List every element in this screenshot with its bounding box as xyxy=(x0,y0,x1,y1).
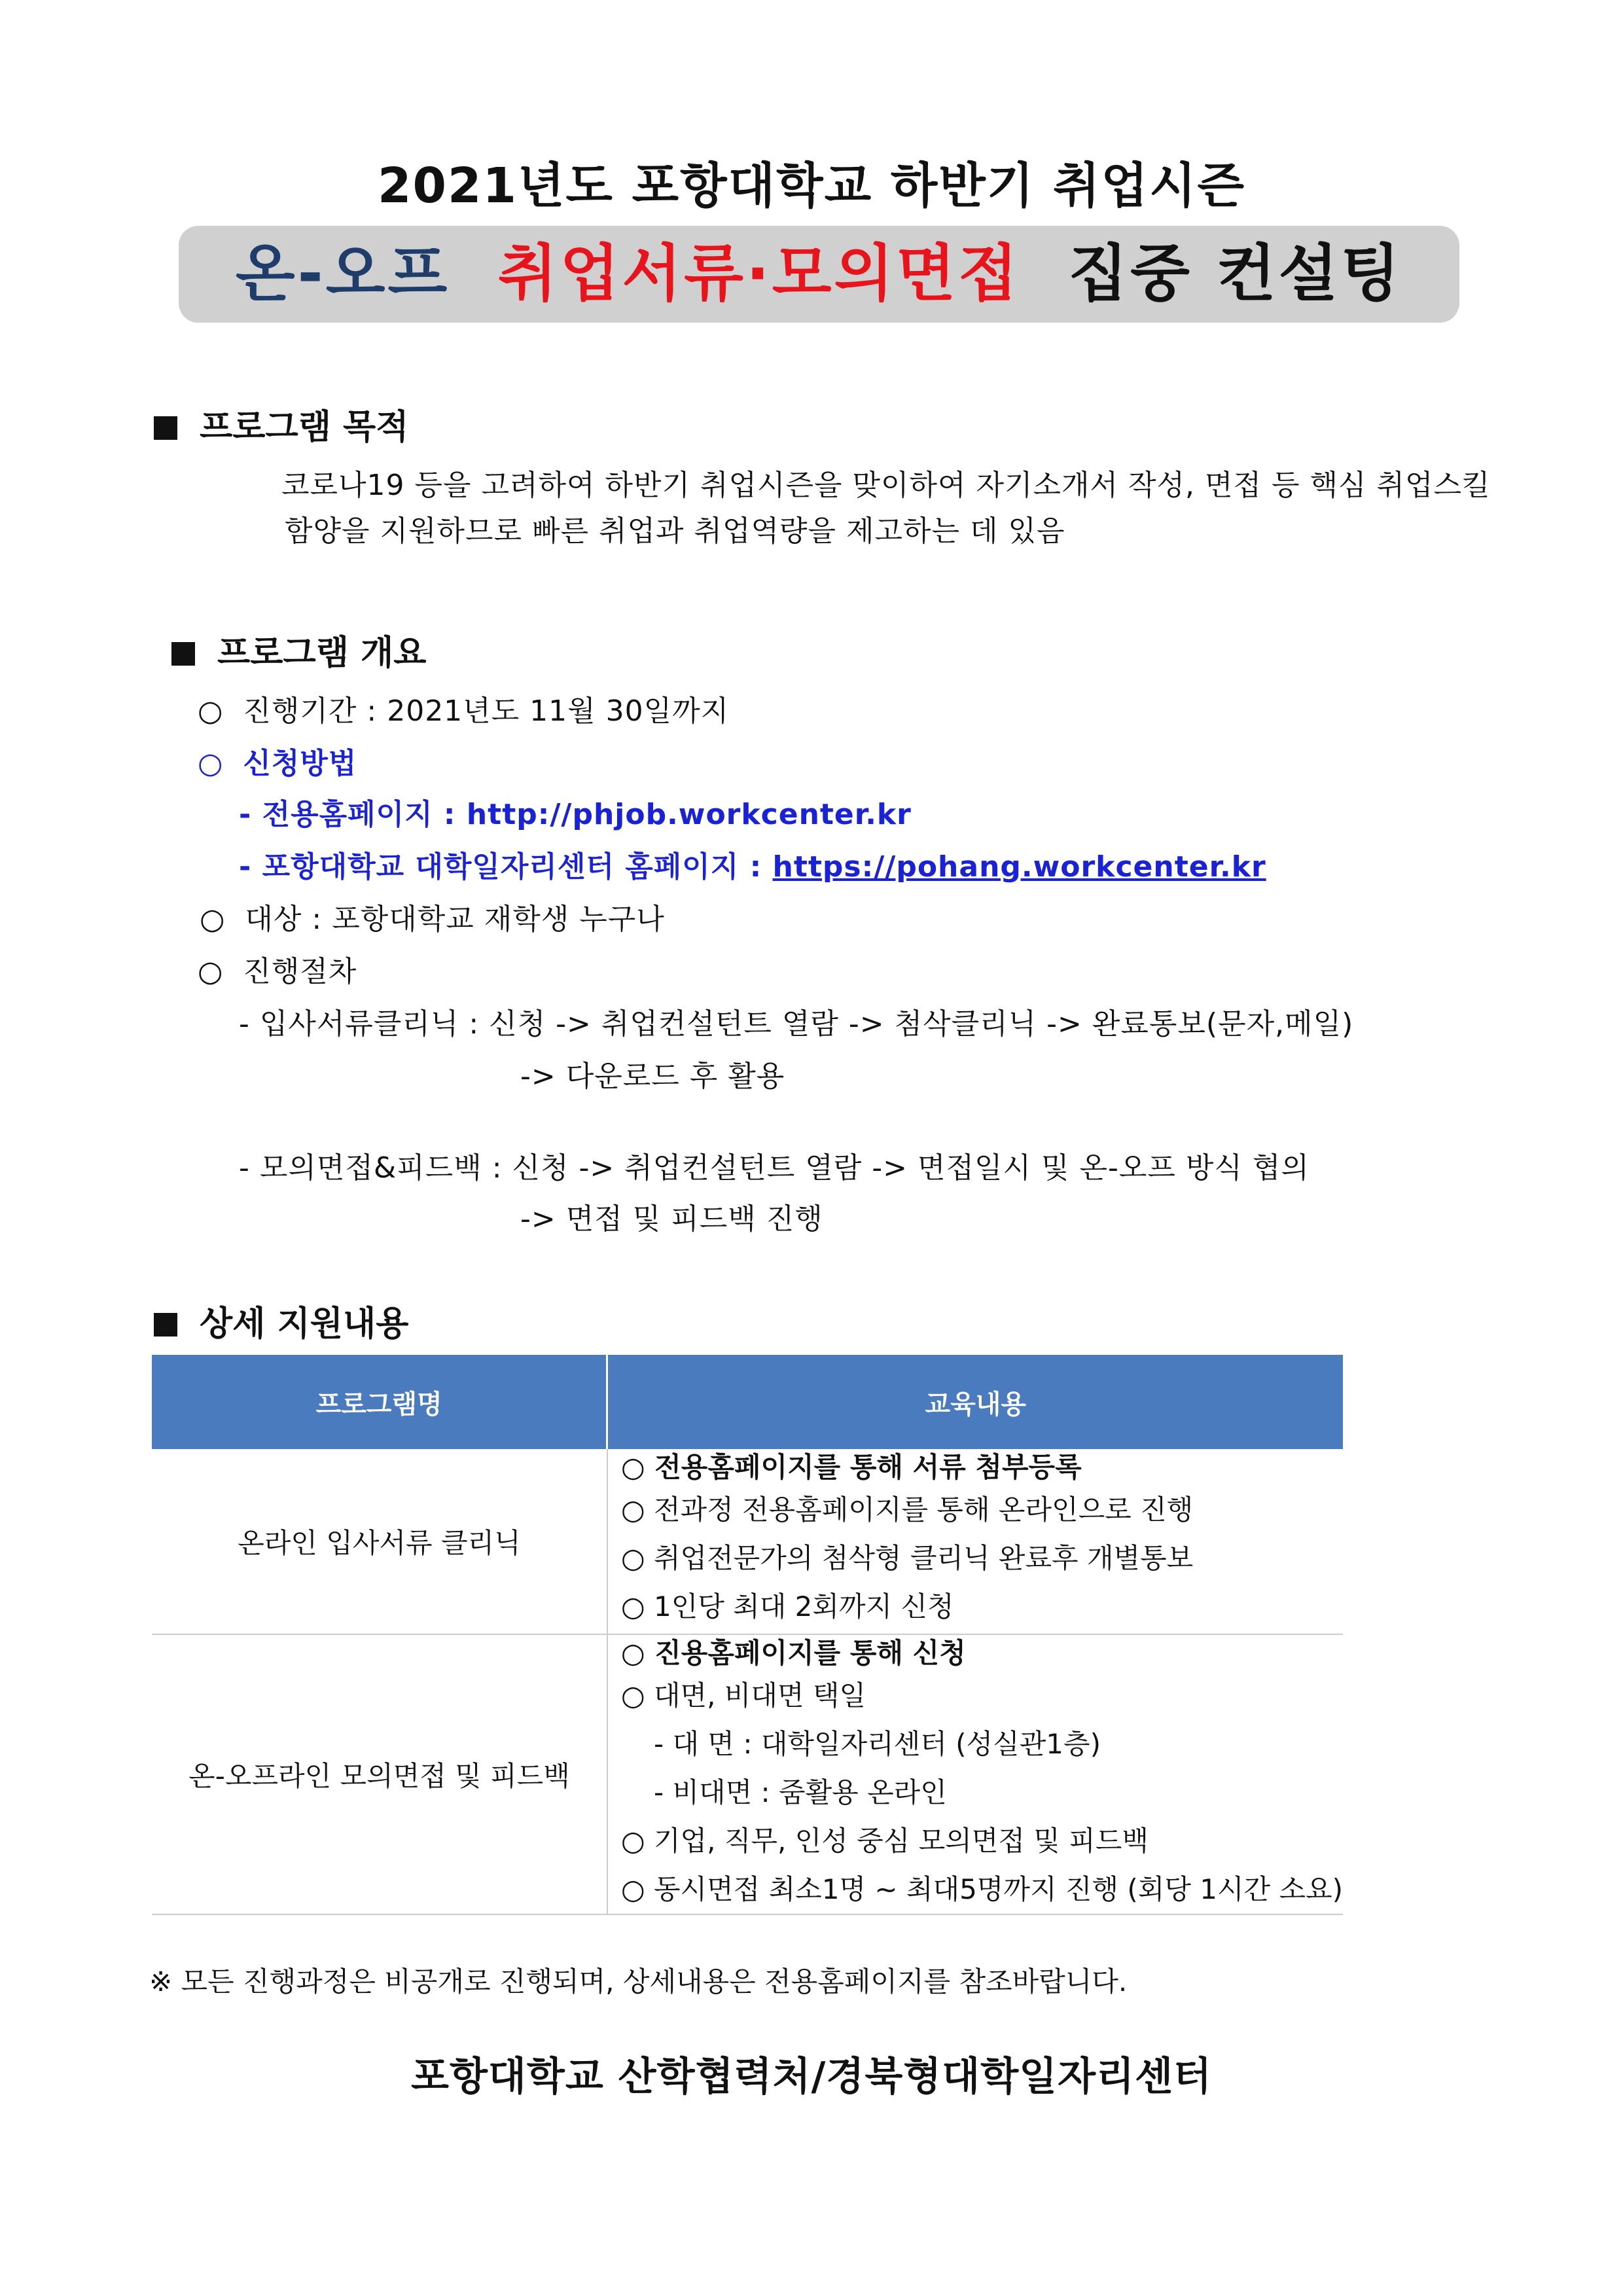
banner-highlight: 취업서류·모의면접 xyxy=(497,238,1020,310)
circle-bullet-icon: ○ xyxy=(200,903,226,936)
footnote: ※ 모든 진행과정은 비공개로 진행되며, 상세내용은 전용홈페이지를 참조바랍니다. xyxy=(149,1965,1128,1998)
circle-bullet-icon: ○ xyxy=(198,694,224,728)
content-item: ○ 대면, 비대면 택일 xyxy=(620,1679,866,1712)
program-content-cell xyxy=(607,1634,1343,1914)
section-heading-purpose: 프로그램 목적 xyxy=(154,399,409,448)
document-title: 2021년도 포항대학교 하반기 취업시즌 xyxy=(377,158,1246,214)
overview-target: ○ 대상 : 포항대학교 재학생 누구나 xyxy=(200,903,665,936)
content-item: ○ 전용홈페이지를 통해 서류 첨부등록 xyxy=(620,1451,1082,1483)
procedure-document-clinic-cont: -> 다운로드 후 활용 xyxy=(520,1060,785,1093)
banner-onoff: 온-오프 xyxy=(235,238,450,310)
title-banner xyxy=(179,226,1459,323)
content-item: ○ 기업, 직무, 인성 중심 모의면접 및 피드백 xyxy=(620,1825,1149,1857)
overview-period: ○ 진행기간 : 2021년도 11월 30일까지 xyxy=(198,694,730,728)
center-homepage-link[interactable]: https://pohang.workcenter.kr xyxy=(772,850,1266,884)
purpose-text-line1: 코로나19 등을 고려하여 하반기 취업시즌을 맞이하여 자기소개서 작성, 면접 등 핵심 취업스킬 xyxy=(281,469,1491,502)
table-row xyxy=(152,1449,1343,1634)
section-heading-overview: 프로그램 개요 xyxy=(171,625,427,674)
column-header-program: 프로그램명 xyxy=(152,1355,607,1449)
section-heading-detail: 상세 지원내용 xyxy=(154,1296,409,1345)
program-name-cell: 온-오프라인 모의면접 및 피드백 xyxy=(152,1634,607,1914)
program-content-cell xyxy=(607,1449,1343,1634)
apply-dedicated-homepage: - 전용홈페이지 : http://phjob.workcenter.kr xyxy=(239,798,912,831)
content-item: ○ 진용홈페이지를 통해 신청 xyxy=(620,1637,966,1669)
square-bullet-icon xyxy=(171,642,195,666)
procedure-mock-interview: - 모의면접&피드백 : 신청 -> 취업컨설턴트 열람 -> 면접일시 및 온-오프 방식 협의 xyxy=(239,1151,1310,1185)
content-item: ○ 전과정 전용홈페이지를 통해 온라인으로 진행 xyxy=(620,1494,1194,1526)
circle-bullet-icon: ○ xyxy=(198,955,224,988)
program-name-cell: 온라인 입사서류 클리닉 xyxy=(152,1449,607,1634)
content-subitem: - 비대면 : 줌활용 온라인 xyxy=(653,1776,947,1808)
overview-procedure: ○ 진행절차 xyxy=(198,955,357,988)
content-item: ○ 동시면접 최소1명 ~ 최대5명까지 진행 (회당 1시간 소요) xyxy=(620,1873,1343,1905)
square-bullet-icon xyxy=(154,416,177,440)
circle-bullet-icon: ○ xyxy=(198,747,224,780)
column-header-content: 교육내용 xyxy=(607,1355,1343,1449)
content-item: ○ 1인당 최대 2회까지 신청 xyxy=(620,1590,954,1623)
table-row xyxy=(152,1634,1343,1914)
content-item: ○ 취업전문가의 첨삭형 클리닉 완료후 개별통보 xyxy=(620,1542,1194,1574)
purpose-text-line2: 함양을 지원하므로 빠른 취업과 취업역량을 제고하는 데 있음 xyxy=(285,514,1065,548)
procedure-document-clinic: - 입사서류클리닉 : 신청 -> 취업컨설턴트 열람 -> 첨삭클리닉 -> 완료통보(문자,메일) xyxy=(239,1007,1354,1041)
banner-consulting: 집중 컨설팅 xyxy=(1068,238,1403,310)
square-bullet-icon xyxy=(154,1313,177,1336)
issuer-footer: 포항대학교 산학협력처/경북형대학일자리센터 xyxy=(410,2054,1212,2100)
detail-table xyxy=(152,1355,1343,1915)
table-header-row xyxy=(152,1355,1343,1449)
content-subitem: - 대 면 : 대학일자리센터 (성실관1층) xyxy=(653,1728,1101,1760)
overview-apply-method: ○ 신청방법 xyxy=(198,747,357,780)
apply-center-homepage: - 포항대학교 대학일자리센터 홈페이지 : https://pohang.workcenter.kr xyxy=(239,850,1266,884)
procedure-mock-interview-cont: -> 면접 및 피드백 진행 xyxy=(520,1202,823,1236)
